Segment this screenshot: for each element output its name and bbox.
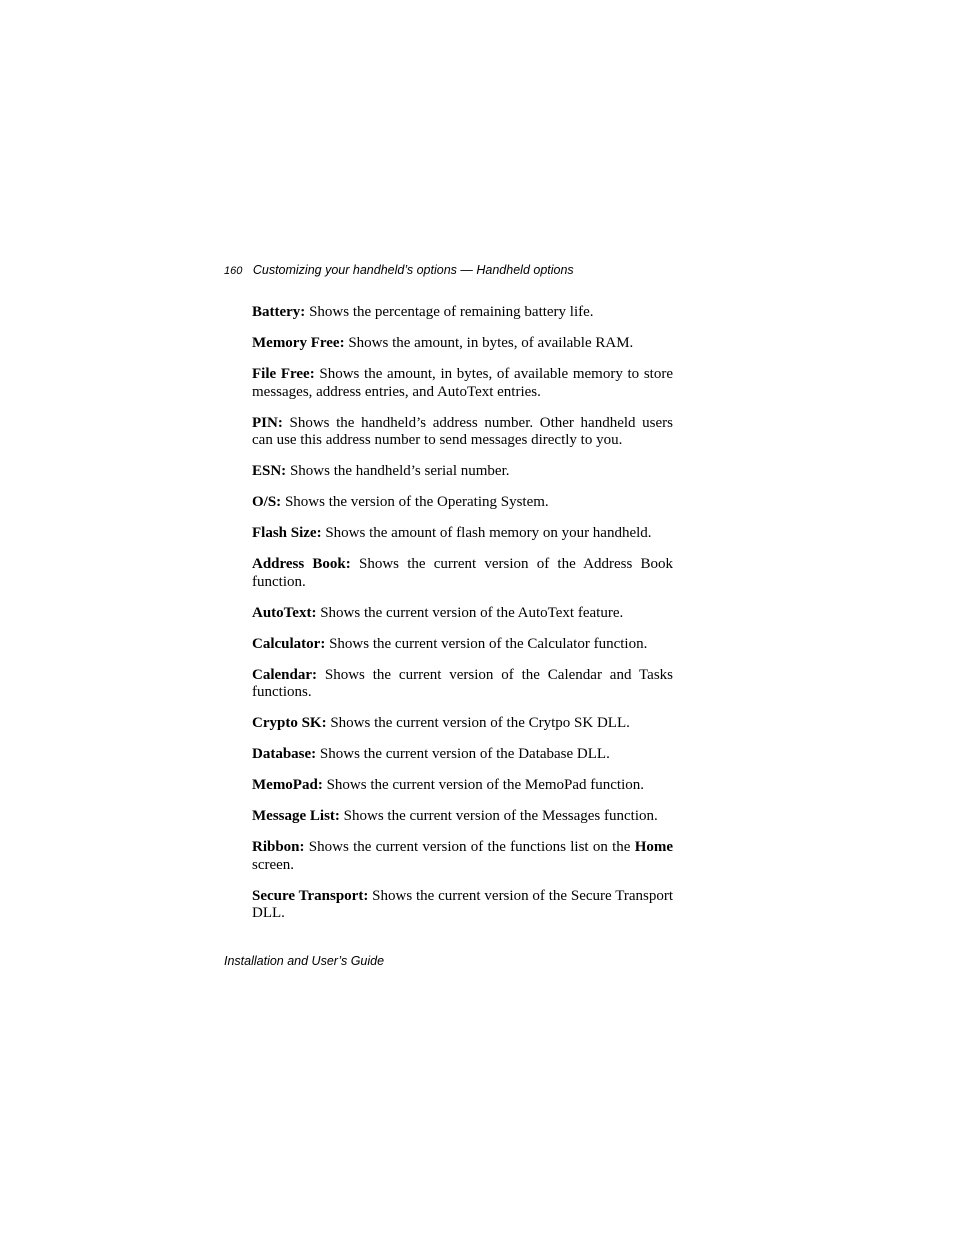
entry-esn [252, 463, 673, 481]
entry-term: Message List: [252, 808, 340, 824]
entry-database [252, 746, 673, 764]
entry-term: Ribbon: [252, 839, 305, 855]
entry-description: Shows the current version of the MemoPad function. [326, 777, 645, 793]
entry-description: Shows the current version of the functions list on the [308, 839, 631, 855]
entry-description: Shows the current version of the AutoText feature. [320, 604, 624, 621]
entry-description: Shows the percentage of remaining battery life. [309, 304, 594, 320]
entry-calendar [252, 667, 673, 702]
entry-term: MemoPad: [252, 777, 323, 793]
entry-term: File Free: [252, 366, 315, 382]
entry-flash-size [252, 525, 673, 543]
entry-calculator [252, 636, 673, 654]
entry-description: Shows the amount, in bytes, of available RAM. [348, 335, 634, 351]
entry-term: PIN: [252, 414, 283, 431]
entry-battery [252, 304, 673, 322]
entry-term: Memory Free: [252, 335, 345, 351]
entry-term: Calendar: [252, 666, 317, 683]
entry-description: Shows the handheld’s address number. Other handheld users can use this address number to send messages directly to you. [252, 414, 673, 448]
entry-address-book [252, 556, 673, 591]
entry-description: Shows the amount, in bytes, of available memory to store messages, address entries, and AutoText entries. [252, 366, 673, 400]
definition-list [252, 304, 673, 936]
entry-memory-free [252, 335, 673, 353]
entry-pin [252, 415, 673, 450]
running-header [224, 263, 574, 277]
entry-description-continued: screen. [252, 856, 295, 873]
entry-term: Flash Size: [252, 525, 322, 541]
entry-description: Shows the amount of flash memory on your handheld. [325, 525, 652, 541]
entry-description: Shows the current version of the Messages function. [343, 808, 658, 824]
entry-term: O/S: [252, 494, 282, 510]
footer-text: Installation and User’s Guide [224, 954, 385, 968]
entry-term: Battery: [252, 304, 306, 320]
entry-term: Calculator: [252, 635, 326, 652]
entry-description: Shows the version of the Operating System. [284, 494, 549, 510]
entry-term: Database: [252, 746, 317, 762]
entry-description: Shows the current version of the Address Book function. [252, 556, 673, 590]
entry-secure-transport [252, 888, 673, 923]
header-separator: — [460, 263, 473, 277]
entry-message-list [252, 808, 673, 826]
entry-os [252, 494, 673, 512]
entry-description: Shows the current version of the Crytpo SK DLL. [330, 715, 630, 731]
entry-crypto-sk [252, 715, 673, 733]
entry-autotext [252, 605, 673, 623]
entry-description: Shows the current version of the Calendar and Tasks functions. [252, 666, 673, 700]
entry-description: Shows the current version of the Database DLL. [319, 746, 610, 762]
home-screen-emphasis: Home [634, 839, 674, 855]
entry-description: Shows the current version of the Calculator function. [329, 635, 648, 652]
entry-ribbon [252, 839, 673, 874]
entry-description: Shows the current version of the Secure Transport DLL. [252, 887, 673, 921]
page-footer [224, 954, 384, 968]
page-number: 160 [224, 265, 243, 277]
entry-term: AutoText: [252, 604, 317, 621]
header-title: Customizing your handheld’s options [252, 263, 457, 277]
entry-term: Crypto SK: [252, 715, 327, 731]
entry-file-free [252, 366, 673, 401]
entry-description: Shows the handheld’s serial number. [289, 463, 510, 479]
entry-memopad [252, 777, 673, 795]
header-section: Handheld options [476, 263, 574, 277]
entry-term: Address Book: [252, 556, 351, 572]
entry-term: Secure Transport: [252, 887, 369, 904]
entry-term: ESN: [252, 463, 287, 479]
